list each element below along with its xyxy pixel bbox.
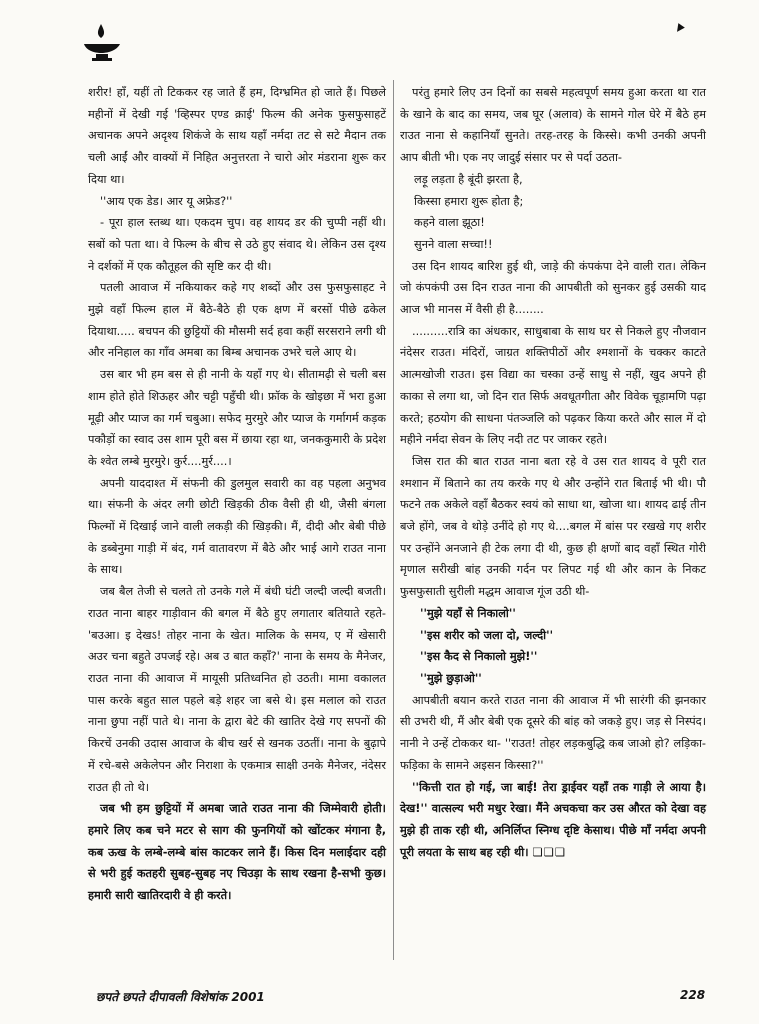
paragraph xyxy=(88,277,386,364)
paragraph xyxy=(400,256,706,321)
paragraph-text: ''इस कैद से निकालो मुझे!'' xyxy=(420,649,538,664)
paragraph xyxy=(88,212,386,277)
paragraph xyxy=(400,82,706,169)
paragraph-text: आपबीती बयान करते राउत नाना की आवाज में भी सारंगी की झनकार सी उभरी थी, मैं और बेबी एक दूसरे की बांह को जकड़े हुए। जड़ से निस्पंद। नानी ने उन्हें टोककर था- ''राउत! तोहर लड़कबुद्धि कब जाओ हो? लड़िका-फड़िका के सामने अइसन किस्सा?'' xyxy=(400,692,706,772)
paragraph xyxy=(400,668,706,690)
paragraph xyxy=(400,777,706,864)
paragraph-text: कहने वाला झूठा! xyxy=(414,215,485,230)
paragraph xyxy=(400,625,706,647)
paragraph xyxy=(88,191,386,213)
corner-mark: ▾ xyxy=(671,17,689,38)
paragraph xyxy=(88,82,386,191)
paragraph xyxy=(400,690,706,777)
page-number: 228 xyxy=(680,988,706,1002)
right-column xyxy=(400,82,706,863)
paragraph xyxy=(400,646,706,668)
paragraph-text: लड़ू लड़ता है बूंदी झरता है, xyxy=(414,171,523,186)
footer-publication: छपते छपते दीपावली विशेषांक 2001 xyxy=(96,990,265,1004)
paragraph xyxy=(400,451,706,603)
diya-lamp-icon xyxy=(82,22,122,70)
paragraph-text: ''मुझे छुड़ाओ'' xyxy=(420,670,482,685)
paragraph-text: ..........रात्रि का अंधकार, साधुबाबा के साथ घर से निकले हुए नौजवान नंदेसर राउत। मंदिरों, जाग्रत शक्तिपीठों और श्मशानों के चक्कर काटते आत्मखोजी राउत। इस विद्या का चस्का उन्हें साधु से नहीं, खुद अपने ही काका से लगा था, जो दिन रात सिर्फ अवधूतगीता और विवेक चूड़ामणि पढ़ा करते; हठयोग की साधना पंतञ्जलि को पढ़कर किया करते और साल में दो महीने नर्मदा सेवन के लिए नदी तट पर जाकर रहते। xyxy=(400,323,706,447)
paragraph-text: उस दिन शायद बारिश हुई थी, जाड़े की कंपकंपा देने वाली रात। लेकिन जो कंपकंपी उस दिन राउत नाना की आपबीती को सुनकर हुई उसकी याद आज भी मानस में वैसी ही है........ xyxy=(400,258,706,317)
paragraph-text: शरीर! हाँ, यहीं तो टिककर रह जाते हैं हम, दिग्भ्रमित हो जाते हैं। पिछले महीनों में देखी गई 'व्हिस्पर एण्ड क्राई' फिल्म की अनेक फुसफुसाहटें अचानक अपने अदृश्य शिकंजे के साथ यहाँ नर्मदा तट से सटे मैदान तक चली आईं और वाक्यों में निहित अनुत्तरता ने चारो ओर मंडराना शुरू कर दिया था। xyxy=(88,85,386,186)
left-column xyxy=(88,82,386,907)
paragraph xyxy=(400,169,706,191)
paragraph-text: ''कित्ती रात हो गई, जा बाई! तेरा ड्राईवर यहाँ तक गाड़ी ले आया है। देख!'' वात्सल्य भरी मधुर रेखा। मैंने अचकचा कर उस औरत को देखा वह मुझे ही ताक रही थी, अनिर्लिप्त स्निग्ध दृष्टि केसाथ। पीछे माँ नर्मदा अपनी पूरी लयता के साथ बह रही थी। xyxy=(400,779,706,859)
paragraph-text: जब बैल तेजी से चलते तो उनके गले में बंधी घंटी जल्दी जल्दी बजती। राउत नाना बाहर गाड़ीवान की बगल में बैठे हुए लगातार बतियाते रहते- 'बउआ। इ देखऽ! तोहर नाना के खेत। मालिक के समय, ए में खेसारी अउर चना बहुते उपजई रहे। अब उ बात कहाँ?' नाना के समय के मैनेजर, राउत नाना की आवाज में मायूसी प्रतिध्वनित हो उठती। मामा वकालत पास करके बहुत साल पहले बड़े शहर जा बसे थे। इस मलाल को राउत नाना छुपा नहीं पाते थे। नाना के द्वारा बेटे की खातिर देखे गए सपनों की किरचें उनकी उदास आवाज के बीच खर्र से खनक उठतीं। नाना के बुढ़ापे में रचे-बसे अकेलेपन और निराशा के एकमात्र साक्षी उनके मैनेजर, नंदेसर राउत ही तो थे। xyxy=(88,584,386,794)
paragraph xyxy=(88,364,386,473)
paragraph xyxy=(88,581,386,798)
paragraph-text: ''मुझे यहाँ से निकालो'' xyxy=(420,605,516,620)
paragraph xyxy=(400,603,706,625)
paragraph xyxy=(400,234,706,256)
end-mark: ❏❏❏ xyxy=(532,844,567,859)
paragraph-text: जिस रात की बात राउत नाना बता रहे वे उस रात शायद वे पूरी रात श्मशान में बिताने का तय करके गए थे और उन्होंने रात बिताई भी थी। पौ फटने तक अकेले वहाँ बैठकर स्वयं को साधा था, खोजा था। शायद ढाई तीन बजे होंगे, जब वे थोड़े उनींदे हो गए थे....बगल में बांस पर रखखे गए शरीर पर उन्होंने अनजाने ही टेक लगा दी थी, कुछ ही क्षणों बाद वहाँ स्थित गोरी मृणाल सरीखी बांह उनकी गर्दन पर लिपट गई थी और कान के निकट फुसफुसाती सुरीली मद्धम आवाज गूंज उठी थी- xyxy=(400,453,707,599)
paragraph-text: पतली आवाज में नकियाकर कहे गए शब्दों और उस फुसफुसाहट ने मुझे वहाँ फिल्म हाल में बैठे-बैठे ही एक क्षण में बरसों पीछे ढकेल दियाथा..... बचपन की छुट्टियों की मौसमी सर्द हवा कहीं सरसराने लगी थी और ननिहाल का गाँव अमबा का बिम्ब अचानक उभरे चले आए थे। xyxy=(88,280,386,360)
paragraph-text: ''इस शरीर को जला दो, जल्दी'' xyxy=(420,627,554,642)
paragraph-text: उस बार भी हम बस से ही नानी के यहाँ गए थे। सीतामढ़ी से चली बस शाम होते होते शिऊहर और चट्टी पहुँची थी। फ्रॉक के खोइछा में भरा हुआ मूढ़ी और प्याज का गर्म चबुआ। सफेद मुरमुरे और प्याज के गर्मागर्म कड़क पकौड़ों का स्वाद उस शाम पूरी बस में छाया रहा था, जनककुमारी के प्रदेश के श्वेत लम्बे मुरमुरे। कुर्र....मुर्र....। xyxy=(88,367,386,468)
paragraph xyxy=(400,321,706,451)
paragraph-text: ''आय एक डेड। आर यू अफ्रेड?'' xyxy=(100,193,233,208)
paragraph-text: सुनने वाला सच्चा!! xyxy=(414,236,493,251)
paragraph-text: परंतु हमारे लिए उन दिनों का सबसे महत्वपूर्ण समय हुआ करता था रात के खाने के बाद का समय, जब घूर (अलाव) के सामने गोल घेरे में बैठे हम राउत नाना से कहानियाँ सुनते। तरह-तरह के किस्से। कभी उनकी अपनी आप बीती भी। एक नए जादुई संसार पर से पर्दा उठता- xyxy=(400,85,706,165)
paragraph xyxy=(400,212,706,234)
paragraph xyxy=(88,473,386,582)
paragraph-text: किस्सा हमारा शुरू होता है; xyxy=(414,193,524,208)
column-divider xyxy=(393,80,394,960)
paragraph xyxy=(88,798,386,907)
paragraph-text: अपनी याददाश्त में संफनी की डुलमुल सवारी का वह पहला अनुभव था। संफनी के अंदर लगी छोटी खिड़की ठीक वैसी ही थी, जैसी बंगला फिल्मों में दिखाई जाने वाली लकड़ी की खिड़की। मैं, दीदी और बेबी पीछे के डब्बेनुमा गाड़ी में बंद, गर्म वातावरण में बैठे और भाई आगे राउत नाना के साथ। xyxy=(88,475,386,577)
paragraph xyxy=(400,191,706,213)
paragraph-text: जब भी हम छुट्टियों में अमबा जाते राउत नाना की जिम्मेवारी होती। हमारे लिए कब चने मटर से साग की फुनगियों को खोंटकर मंगाना है, कब ऊख के लम्बे-लम्बे बांस काटकर लाने हैं। किस दिन मलाईदार दही से भरी हुई कतहरी सुबह-सुबह नए चिउड़ा के साथ रखना है-सभी कुछ। हमारी सारी खातिरदारी वे ही करते। xyxy=(88,801,386,903)
paragraph-text: - पूरा हाल स्तब्ध था। एकदम चुप। वह शायद डर की चुप्पी नहीं थी। सबों को पता था। वे फिल्म के बीच से उठे हुए संवाद थे। लेकिन उस दृश्य ने दर्शकों में एक कौतूहल की सृष्टि कर दी थी। xyxy=(88,215,386,273)
